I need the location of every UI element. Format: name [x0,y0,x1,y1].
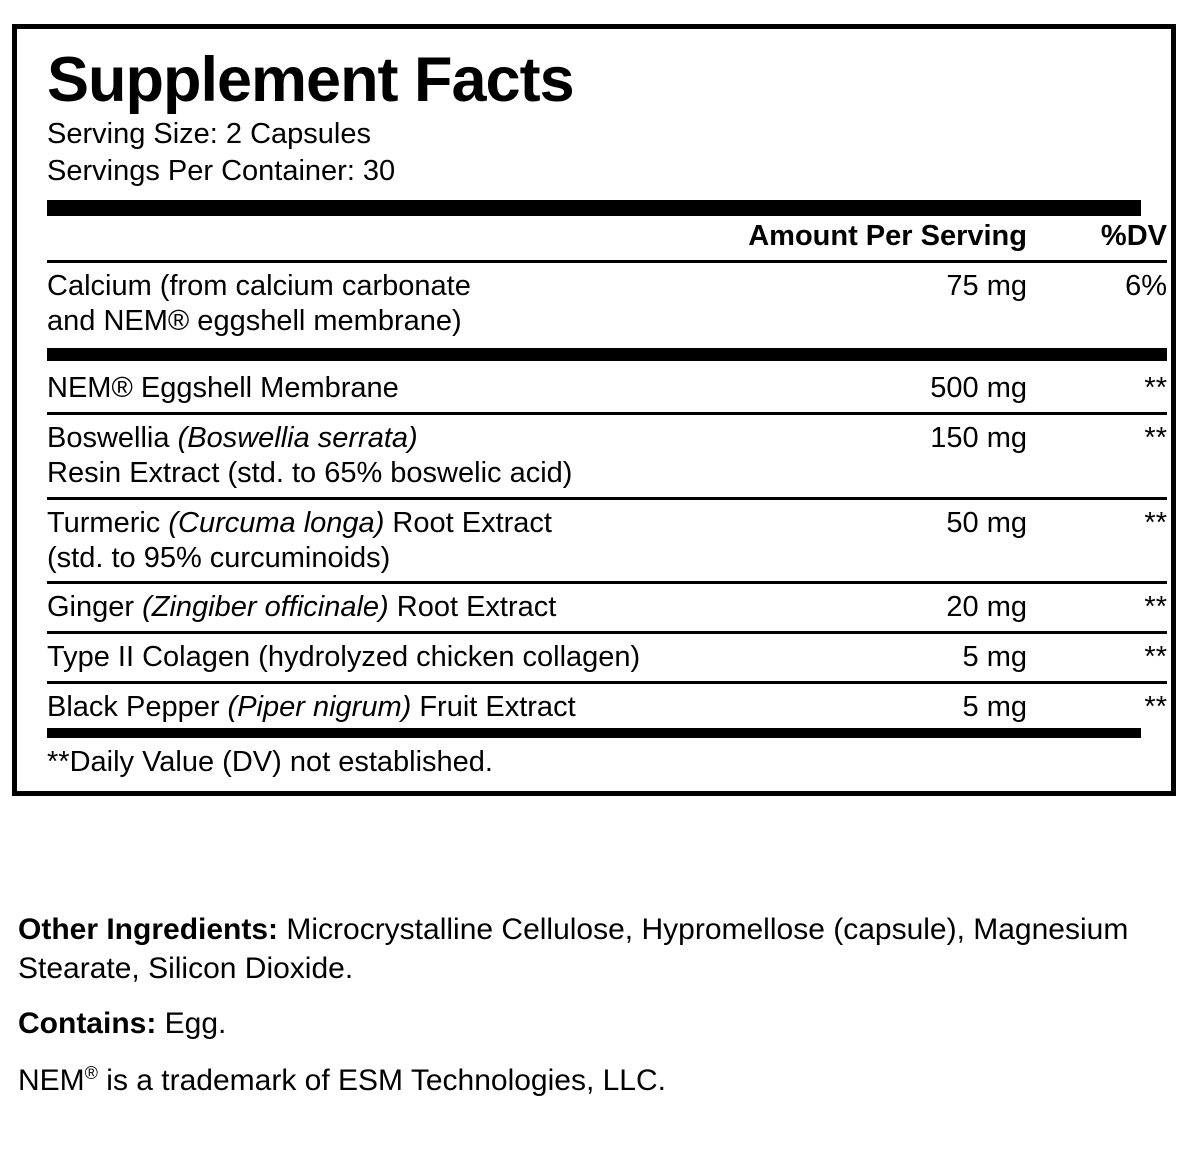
row-name-post: Root Extract [388,591,557,624]
row-dv-boswellia: ** [1144,422,1167,455]
header-blank-cell [47,216,647,257]
table-row [47,266,1167,342]
row-amount-black-pepper: 5 mg [962,690,1027,723]
divider-row [47,678,1167,687]
divider-under-header [47,257,1167,266]
page-title: Supplement Facts [47,45,574,115]
table-header-row [47,216,1167,257]
contains-statement [18,1004,1178,1043]
row-name-line2: (std. to 95% curcuminoids) [47,541,391,574]
row-name-pre: Boswellia [47,422,178,455]
table-row [47,368,1167,409]
row-dv-collagen: ** [1144,641,1167,674]
other-ingredients [18,910,1178,988]
row-name-latin: (Piper nigrum) [227,690,412,723]
divider-thick-top [47,200,1141,216]
row-name-black-pepper [47,687,647,728]
divider-row [47,628,1167,637]
row-amount-turmeric: 50 mg [946,506,1027,539]
contains-label: Contains: [18,1007,157,1040]
divider-thick-bottom [47,728,1141,738]
contains-text: Egg. [156,1007,227,1040]
row-dv-calcium: 6% [1125,269,1167,302]
registered-mark-icon: ® [84,1063,98,1083]
divider-row [47,409,1167,418]
trademark-pre: NEM [18,1064,85,1097]
row-name-nem: NEM® Eggshell Membrane [47,372,399,405]
divider-thick-mid [47,341,1167,368]
daily-value-footnote: **Daily Value (DV) not established. [47,745,493,778]
other-ingredients-text: Microcrystalline Cellulose, Hypromellose (capsule), Magnesium Stearate, Silicon Dioxide. [18,913,1129,985]
row-dv-turmeric: ** [1144,506,1167,539]
row-name-boswellia [47,418,647,494]
servings-per-container-line: Servings Per Container: 30 [47,154,396,187]
facts-panel [12,24,1176,796]
header-percent-dv: %DV [1100,219,1167,252]
row-dv-nem: ** [1144,372,1167,405]
table-row [47,637,1167,678]
row-name-pre: Turmeric [47,506,169,539]
row-name-pre: Ginger [47,591,143,624]
table-row [47,587,1167,628]
divider-row [47,578,1167,587]
row-name-latin: (Boswellia serrata) [177,422,418,455]
below-panel-notes [18,910,1178,1100]
row-name-pre: Black Pepper [47,690,228,723]
row-name-calcium [47,266,647,342]
row-name-turmeric [47,503,647,579]
row-amount-nem: 500 mg [930,372,1027,405]
row-name-line2: and NEM® eggshell membrane) [47,304,462,337]
serving-size-line: Serving Size: 2 Capsules [47,117,371,150]
header-amount-per-serving: Amount Per Serving [748,219,1027,252]
other-ingredients-label: Other Ingredients: [18,913,279,946]
row-name-line2: Resin Extract (std. to 65% boswelic acid) [47,456,573,489]
row-name-line1: Calcium (from calcium carbonate [47,269,471,302]
table-row [47,503,1167,579]
row-amount-boswellia: 150 mg [930,422,1027,455]
row-amount-collagen: 5 mg [962,641,1027,674]
row-amount-ginger: 20 mg [946,591,1027,624]
trademark-notice [18,1061,1178,1100]
row-name-latin: (Zingiber officinale) [142,591,389,624]
trademark-post: is a trademark of ESM Technologies, LLC. [97,1064,666,1097]
row-name-ginger [47,587,647,628]
nutrition-table [47,216,1167,728]
row-name-post: Fruit Extract [411,690,576,723]
table-row [47,418,1167,494]
row-dv-ginger: ** [1144,591,1167,624]
row-amount-calcium: 75 mg [946,269,1027,302]
table-row [47,687,1167,728]
row-dv-black-pepper: ** [1144,690,1167,723]
row-name-post: Root Extract [384,506,552,539]
row-name-collagen: Type II Colagen (hydrolyzed chicken collagen) [47,641,641,674]
row-name-latin: (Curcuma longa) [168,506,385,539]
divider-row [47,494,1167,503]
